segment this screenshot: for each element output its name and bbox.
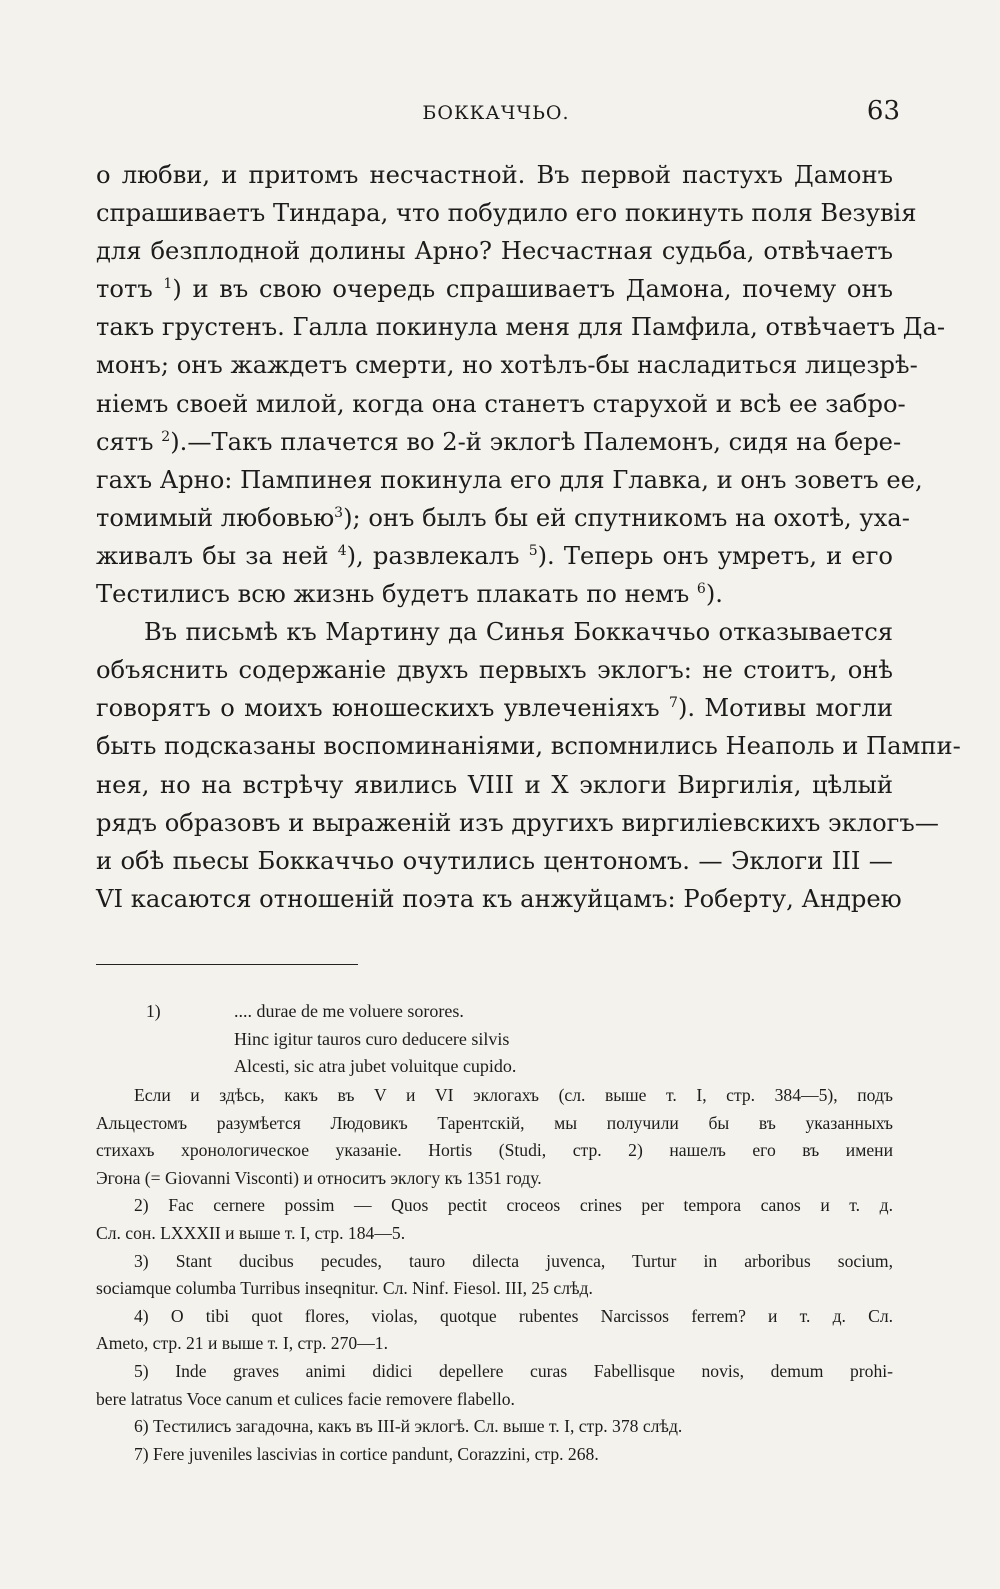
footnote-4 — [96, 1303, 893, 1358]
footnote-5 — [96, 1358, 893, 1413]
text-line: спрашиваетъ Тиндара, что побудило его покинуть поля Везувія — [96, 199, 917, 228]
footnote-1-comment — [96, 1082, 893, 1192]
main-text — [96, 156, 961, 918]
text-line: о любви, и притомъ несчастной. Въ первой пастухъ Дамонъ — [96, 161, 893, 189]
verse-line: .... durae de me voluere sorores. — [234, 1001, 464, 1021]
page-header — [92, 96, 900, 128]
text-line: Тестилисъ всю жизнь будетъ плакать по немъ $^6$). — [96, 580, 723, 609]
verse-line: Hinc igitur tauros curo deducere silvis — [234, 1028, 510, 1049]
footnote-verse — [234, 998, 516, 1081]
note-line: стихахъ хронологическое указаніе. Hortis (Studi, стр. 2) нашелъ его въ имени — [96, 1140, 893, 1161]
text-line: тотъ $^1$) и въ свою очередь спрашиваетъ Дамона, почему онъ — [96, 275, 893, 304]
text-line: рядъ образовъ и выраженій изъ другихъ виргиліевскихъ эклогъ— — [96, 808, 939, 837]
footnote-ref[interactable]: 6 — [696, 581, 706, 598]
footnote-ref[interactable]: 7 — [669, 695, 678, 712]
text-line: томимый любовью$^3$); онъ былъ бы ей спутникомъ на охотѣ, уха- — [96, 503, 910, 532]
paragraph-1 — [96, 156, 946, 613]
footnote-ref[interactable]: 3 — [334, 504, 344, 521]
page-number: 63 — [866, 96, 900, 126]
note-line: sociamque columba Turribus inseqnitur. Сл. Ninf. Fiesol. III, 25 слѣд. — [96, 1278, 593, 1299]
paragraph-2 — [96, 613, 961, 918]
footnote-ref[interactable]: 5 — [528, 542, 538, 559]
text-line: такъ грустенъ. Галла покинула меня для Памфила, отвѣчаетъ Да- — [96, 313, 946, 342]
footnote-ref[interactable]: 2 — [161, 428, 171, 445]
note-line: Эгона (= Giovanni Visconti) и относитъ эклогу къ 1351 году. — [96, 1167, 542, 1188]
footnote-1 — [96, 998, 893, 1082]
note-line: Сл. сон. LXXXII и выше т. I, стр. 184—5. — [96, 1222, 406, 1243]
note-line: Альцестомъ разумѣется Людовикъ Тарентскій, мы получили бы въ указанныхъ — [96, 1112, 893, 1133]
text-line: VI касаются отношеній поэта къ анжуйцамъ: Роберту, Андрею — [96, 884, 902, 913]
text-line: объяснить содержаніе двухъ первыхъ эклогъ: не стоитъ, онѣ — [96, 656, 893, 685]
text-line: и обѣ пьесы Боккаччьо очутились центономъ. — Эклоги III — — [96, 846, 893, 875]
note-line: Если и здѣсь, какъ въ V и VI эклогахъ (сл. выше т. I, стр. 384—5), подъ — [134, 1085, 893, 1105]
verse-line: Alcesti, sic atra jubet voluitque cupido. — [234, 1056, 517, 1077]
footnote-6 — [96, 1413, 893, 1441]
footnote-ref[interactable]: 4 — [337, 542, 347, 559]
note-line: 5) Inde graves animi didici depellere curas Fabellisque novis, demum prohi- — [134, 1360, 893, 1381]
note-line: 7) Fere juveniles lascivias in cortice pandunt, Corazzini, стр. 268. — [134, 1443, 599, 1464]
footnote-ref[interactable]: 1 — [163, 276, 173, 293]
text-line: говорятъ о моихъ юношескихъ увлеченіяхъ $^7$). Мотивы могли — [96, 694, 893, 723]
text-line: ніемъ своей милой, когда она станетъ старухой и всѣ ее забро- — [96, 389, 906, 418]
text-line: нея, но на встрѣчу явились VIII и X эклоги Виргилія, цѣлый — [96, 770, 893, 799]
text-line: сятъ $^2$).—Такъ плачется во 2-й эклогѣ Палемонъ, сидя на бере- — [96, 427, 902, 456]
text-line: монъ; онъ жаждетъ смерти, но хотѣлъ-бы насладиться лицезрѣ- — [96, 351, 918, 380]
running-title: БОККАЧЧЬО. — [422, 102, 570, 124]
note-line: 2) Fac cernere possim — Quos pectit croceos crines per tempora canos и т. д. — [134, 1195, 893, 1216]
footnote-3 — [96, 1248, 893, 1303]
footnote-7 — [96, 1441, 893, 1469]
note-line: 3) Stant ducibus pecudes, tauro dilecta juvenca, Turtur in arboribus socium, — [134, 1250, 893, 1271]
text-line: для безплодной долины Арно? Несчастная судьба, отвѣчаетъ — [96, 237, 893, 266]
footnote-separator — [96, 964, 358, 965]
text-line: Въ письмѣ къ Мартину да Синья Боккаччьо отказывается — [144, 618, 893, 647]
note-line: 4) O tibi quot flores, violas, quotque rubentes Narcissos ferrem? и т. д. Сл. — [134, 1305, 893, 1326]
note-line: Ameto, стр. 21 и выше т. I, стр. 270—1. — [96, 1333, 388, 1354]
text-line: быть подсказаны воспоминаніями, вспомнились Неаполь и Пампи- — [96, 732, 961, 761]
note-line: bere latratus Voce canum et culices facie removere flabello. — [96, 1388, 515, 1409]
note-line: 6) Тестилисъ загадочна, какъ въ III-й эклогѣ. Сл. выше т. I, стр. 378 слѣд. — [134, 1416, 683, 1437]
footnote-2 — [96, 1192, 893, 1247]
footnotes — [96, 998, 893, 1468]
text-line: живалъ бы за ней $^4$), развлекалъ $^5$). Теперь онъ умретъ, и его — [96, 541, 893, 570]
text-line: гахъ Арно: Пампинея покинула его для Главка, и онъ зоветъ ее, — [96, 465, 923, 494]
footnote-label: 1) — [146, 1001, 161, 1021]
